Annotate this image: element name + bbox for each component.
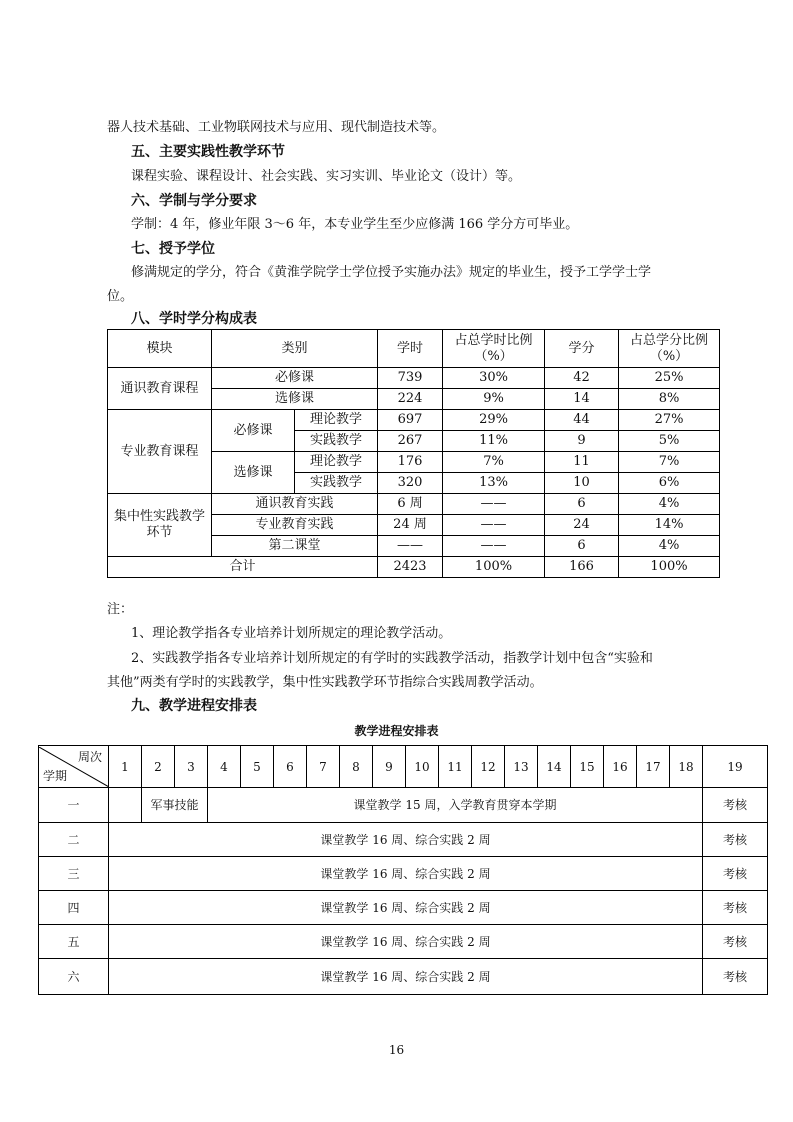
body-text-line: 课程实验、课程设计、社会实践、实习实训、毕业论文（设计）等。: [131, 169, 522, 184]
hours-pct-cell: 29%: [443, 410, 545, 431]
credits-pct-cell: 8%: [619, 389, 720, 410]
credits-cell: 6: [545, 536, 619, 557]
week-header-cell: 3: [175, 746, 208, 788]
hours-pct-cell: 7%: [443, 452, 545, 473]
category-cell: 实践教学: [295, 431, 378, 452]
corner-cell: [39, 746, 109, 788]
credits-pct-cell: 5%: [619, 431, 720, 452]
category-cell: 专业教育实践: [212, 515, 378, 536]
header-cell: 模块: [108, 330, 212, 368]
header-cell: 占总学分比例（%）: [619, 330, 720, 368]
exam-cell: 考核: [703, 925, 768, 959]
week-header-cell: 6: [274, 746, 307, 788]
schedule-row: [39, 788, 768, 823]
header-cell: 学分: [545, 330, 619, 368]
body-text-line: 位。: [107, 289, 134, 304]
table-row: [108, 368, 720, 389]
term-cell: 一: [39, 788, 109, 823]
week-header-cell: 19: [703, 746, 768, 788]
credits-pct-cell: 25%: [619, 368, 720, 389]
credits-cell: 166: [545, 557, 619, 578]
category-cell: 理论教学: [295, 410, 378, 431]
header-cell: 类别: [212, 330, 378, 368]
category-cell: 通识教育实践: [212, 494, 378, 515]
hours-pct-cell: 30%: [443, 368, 545, 389]
section-heading-7: 七、授予学位: [131, 241, 215, 257]
table-total-row: [108, 557, 720, 578]
hours-cell: 176: [378, 452, 443, 473]
week-header-cell: 17: [637, 746, 670, 788]
schedule-content-cell: 课堂教学 16 周、综合实践 2 周: [109, 823, 703, 857]
section-heading-8: 八、学时学分构成表: [131, 311, 257, 327]
total-label-cell: 合计: [108, 557, 378, 578]
credits-pct-cell: 100%: [619, 557, 720, 578]
category-cell: 第二课堂: [212, 536, 378, 557]
schedule-row: [39, 857, 768, 891]
category-cell: 实践教学: [295, 473, 378, 494]
military-training-cell: 军事技能: [142, 788, 208, 823]
note-line: 其他”两类有学时的实践教学，集中性实践教学环节指综合实践周教学活动。: [107, 675, 543, 690]
hours-pct-cell: ——: [443, 494, 545, 515]
note-line: 2、实践教学指各专业培养计划所规定的有学时的实践教学活动，指教学计划中包含“实验和: [131, 651, 653, 666]
hours-cell: 739: [378, 368, 443, 389]
category-cell: 必修课: [212, 368, 378, 389]
schedule-content-cell: 课堂教学 16 周、综合实践 2 周: [109, 959, 703, 995]
term-cell: 四: [39, 891, 109, 925]
week-header-cell: 7: [307, 746, 340, 788]
credits-pct-cell: 6%: [619, 473, 720, 494]
week-header-cell: 15: [571, 746, 604, 788]
body-text-line: 修满规定的学分，符合《黄淮学院学士学位授予实施办法》规定的毕业生，授予工学学士学: [131, 265, 652, 280]
module-cell: 集中性实践教学环节: [108, 494, 212, 557]
week-header-cell: 12: [472, 746, 505, 788]
schedule-content-cell: 课堂教学 15 周，入学教育贯穿本学期: [208, 788, 703, 823]
header-cell: 占总学时比例（%）: [443, 330, 545, 368]
body-text-line: 器人技术基础、工业物联网技术与应用、现代制造技术等。: [107, 120, 446, 135]
category-cell: 选修课: [212, 389, 378, 410]
table-row: [108, 494, 720, 515]
week-header-cell: 5: [241, 746, 274, 788]
credits-pct-cell: 4%: [619, 536, 720, 557]
exam-cell: 考核: [703, 959, 768, 995]
table-header-row: [108, 330, 720, 368]
schedule-row: [39, 823, 768, 857]
week-header-cell: 11: [439, 746, 472, 788]
credits-pct-cell: 4%: [619, 494, 720, 515]
category-cell: 理论教学: [295, 452, 378, 473]
hours-cell: 224: [378, 389, 443, 410]
hours-pct-cell: 11%: [443, 431, 545, 452]
exam-cell: 考核: [703, 823, 768, 857]
schedule-header-row: [39, 746, 768, 788]
section-heading-6: 六、学制与学分要求: [131, 193, 257, 209]
week-header-cell: 16: [604, 746, 637, 788]
credits-cell: 24: [545, 515, 619, 536]
week-header-cell: 14: [538, 746, 571, 788]
teaching-schedule-table: [38, 745, 768, 995]
hours-cell: 267: [378, 431, 443, 452]
credit-structure-table: [107, 329, 720, 578]
hours-cell: ——: [378, 536, 443, 557]
week-header-cell: 9: [373, 746, 406, 788]
term-cell: 五: [39, 925, 109, 959]
hours-cell: 320: [378, 473, 443, 494]
hours-pct-cell: 9%: [443, 389, 545, 410]
term-cell: 三: [39, 857, 109, 891]
section-heading-9: 九、教学进程安排表: [131, 698, 257, 714]
exam-cell: 考核: [703, 891, 768, 925]
exam-cell: 考核: [703, 857, 768, 891]
header-cell: 学时: [378, 330, 443, 368]
schedule-content-cell: 课堂教学 16 周、综合实践 2 周: [109, 891, 703, 925]
credits-cell: 14: [545, 389, 619, 410]
corner-week-label: 周次: [77, 749, 102, 764]
credits-cell: 11: [545, 452, 619, 473]
hours-pct-cell: ——: [443, 536, 545, 557]
exam-cell: 考核: [703, 788, 768, 823]
note-line: 1、理论教学指各专业培养计划所规定的理论教学活动。: [131, 626, 452, 641]
week-header-cell: 4: [208, 746, 241, 788]
schedule-row: [39, 925, 768, 959]
credits-cell: 6: [545, 494, 619, 515]
hours-cell: 697: [378, 410, 443, 431]
schedule-content-cell: 课堂教学 16 周、综合实践 2 周: [109, 857, 703, 891]
hours-pct-cell: ——: [443, 515, 545, 536]
week-header-cell: 8: [340, 746, 373, 788]
module-cell: 专业教育课程: [108, 410, 212, 494]
schedule-row: [39, 959, 768, 995]
schedule-content-cell: 课堂教学 16 周、综合实践 2 周: [109, 925, 703, 959]
term-cell: 二: [39, 823, 109, 857]
table-row: [108, 410, 720, 431]
module-cell: 通识教育课程: [108, 368, 212, 410]
page-number: 16: [388, 1043, 405, 1057]
credits-pct-cell: 27%: [619, 410, 720, 431]
hours-pct-cell: 13%: [443, 473, 545, 494]
hours-cell: 2423: [378, 557, 443, 578]
week-header-cell: 1: [109, 746, 142, 788]
credits-cell: 10: [545, 473, 619, 494]
week-header-cell: 10: [406, 746, 439, 788]
schedule-caption: 教学进程安排表: [354, 724, 439, 738]
credits-cell: 42: [545, 368, 619, 389]
corner-term-label: 学期: [43, 768, 68, 783]
credits-cell: 9: [545, 431, 619, 452]
body-text-line: 学制：4 年，修业年限 3～6 年，本专业学生至少应修满 166 学分方可毕业。: [131, 217, 579, 232]
credits-cell: 44: [545, 410, 619, 431]
note-label: 注：: [107, 602, 134, 617]
hours-cell: 24 周: [378, 515, 443, 536]
week-header-cell: 2: [142, 746, 175, 788]
week-header-cell: 13: [505, 746, 538, 788]
section-heading-5: 五、主要实践性教学环节: [131, 144, 285, 160]
term-cell: 六: [39, 959, 109, 995]
schedule-row: [39, 891, 768, 925]
subcategory-cell: 必修课: [212, 410, 295, 452]
empty-cell: [109, 788, 142, 823]
hours-cell: 6 周: [378, 494, 443, 515]
subcategory-cell: 选修课: [212, 452, 295, 494]
hours-pct-cell: 100%: [443, 557, 545, 578]
credits-pct-cell: 7%: [619, 452, 720, 473]
credits-pct-cell: 14%: [619, 515, 720, 536]
week-header-cell: 18: [670, 746, 703, 788]
